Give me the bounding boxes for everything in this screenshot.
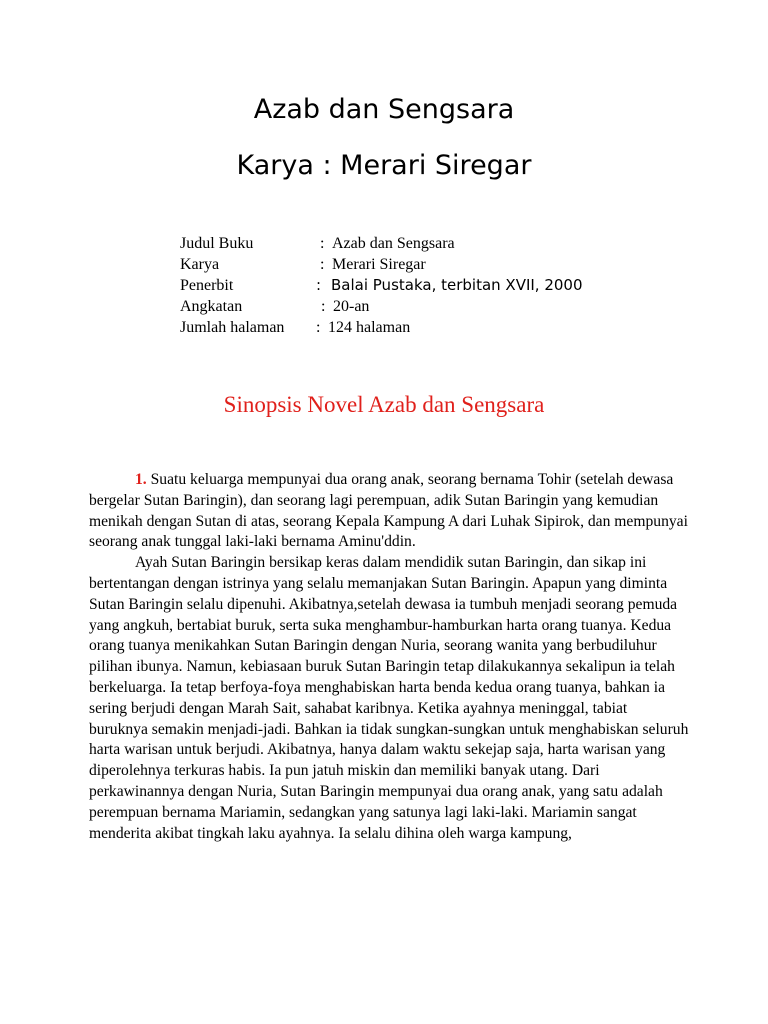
document-subtitle: Karya : Merari Siregar [236, 150, 532, 181]
book-info-separator: : [320, 235, 325, 252]
book-info-label: Jumlah halaman [180, 319, 285, 336]
book-info-label: Judul Buku [180, 235, 254, 252]
synopsis-heading: Sinopsis Novel Azab dan Sengsara [223, 392, 545, 417]
paragraph-number: 1. [135, 471, 147, 488]
synopsis-paragraph-1 [89, 470, 689, 553]
book-info-value: 20-an [333, 298, 370, 315]
synopsis-paragraph-2: Ayah Sutan Baringin bersikap keras dalam mendidik sutan Baringin, dan sikap ini bertentangan dengan istrinya yang selalu memanjakan Sutan Baringin. Apapun yang diminta Sutan Baringin selalu dipenuhi. Akibatnya,setelah dewasa ia tumbuh menjadi seorang pemuda yang angkuh, bertabiat buruk, serta suka menghambur-hamburkan harta orang tuanya. Kedua orang tuanya menikahkan Sutan Baringin dengan Nuria, seorang wanita yang berbudiluhur pilihan ibunya. Namun, kebiasaan buruk Sutan Baringin tetap dilakukannya sekalipun ia telah berkeluarga. Ia tetap berfoya-foya menghabiskan harta benda kedua orang tuanya, bahkan ia sering berjudi dengan Marah Sait, sahabat karibnya. Ketika ayahnya meninggal, tabiat buruknya semakin menjadi-jadi. Bahkan ia tidak sungkan-sungkan untuk menghabiskan seluruh harta warisan untuk berjudi. Akibatnya, hanya dalam waktu sekejap saja, harta warisan yang diperolehnya terkuras habis. Ia pun jatuh miskin dan memiliki banyak utang. Dari perkawinannya dengan Nuria, Sutan Baringin mempunyai dua orang anak, yang satu adalah perempuan bernama Mariamin, sedangkan yang satunya lagi laki-laki. Mariamin sangat menderita akibat tingkah laku ayahnya. Ia selalu dihina oleh warga kampung, [89, 554, 689, 842]
book-info-separator: : [316, 276, 322, 294]
book-info-label: Penerbit [180, 277, 234, 294]
book-info-label: Angkatan [180, 298, 243, 315]
book-info-value: Merari Siregar [332, 256, 426, 273]
book-info-value: Balai Pustaka, terbitan XVII, 2000 [331, 276, 583, 294]
book-info-separator: : [320, 256, 325, 273]
book-info-value: Azab dan Sengsara [332, 235, 455, 252]
book-info-separator: : [316, 319, 321, 336]
paragraph-text: Suatu keluarga mempunyai dua orang anak, seorang bernama Tohir (setelah dewasa bergelar Sutan Baringin), dan seorang lagi perempuan, adik Sutan Baringin yang kemudian menikah dengan Sutan di atas, seorang Kepala Kampung A dari Luhak Sipirok, dan mempunyai seorang anak tunggal laki-laki bernama Aminu'ddin. [89, 471, 688, 551]
book-info-label: Karya [180, 256, 220, 273]
book-info-separator: : [321, 298, 326, 315]
document-title: Azab dan Sengsara [253, 94, 515, 125]
synopsis-body [89, 470, 689, 844]
book-info-value: 124 halaman [328, 319, 411, 336]
